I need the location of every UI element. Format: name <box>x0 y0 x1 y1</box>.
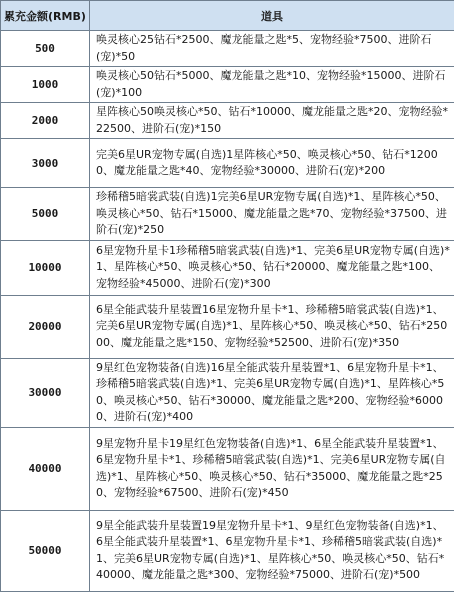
items-cell: 珍稀稽5暗裳武装(自选)1完美6星UR宠物专属(自选)*1、星阵核心*50、唤灵核心*50、钻石*15000、魔龙能量之匙*70、宠物经验*37500、进阶石(宠)*250 <box>90 188 454 241</box>
items-cell: 完美6星UR宠物专属(自选)1星阵核心*50、唤灵核心*50、钻石*12000、魔龙能量之匙*40、宠物经验*30000、进阶石(宠)*200 <box>90 139 454 188</box>
table-row <box>1 358 454 427</box>
items-cell: 星阵核心50唤灵核心*50、钻石*10000、魔龙能量之匙*20、宠物经验*22500、进阶石(宠)*150 <box>90 103 454 139</box>
items-cell: 9星宠物升星卡19星红色宠物装备(自选)*1、6星全能武装升星装置*1、6星宠物升星卡*1、珍稀稽5暗裳武装(自选)*1、完美6星UR宠物专属(自选)*1、星阵核心*50、唤灵核心*50、钻石*35000、魔龙能量之匙*250、宠物经验*67500、进阶石(宠)*450 <box>90 427 454 510</box>
table-header-row <box>1 1 454 31</box>
amount-cell: 500 <box>1 31 90 67</box>
header-items: 道具 <box>90 1 454 31</box>
table-row <box>1 427 454 510</box>
amount-cell: 50000 <box>1 510 90 591</box>
amount-cell: 20000 <box>1 295 90 358</box>
amount-cell: 1000 <box>1 67 90 103</box>
amount-cell: 3000 <box>1 139 90 188</box>
table-row <box>1 103 454 139</box>
amount-cell: 30000 <box>1 358 90 427</box>
table-row <box>1 67 454 103</box>
table-row <box>1 240 454 295</box>
table-row <box>1 31 454 67</box>
header-amount: 累充金额(RMB) <box>1 1 90 31</box>
items-cell: 9星全能武装升星装置19星宠物升星卡*1、9星红色宠物装备(自选)*1、6星全能武装升星装置*1、6星宠物升星卡*1、珍稀稽5暗裳武装(自选)*1、完美6星UR宠物专属(自选)*1、星阵核心*50、唤灵核心*50、钻石*40000、魔龙能量之匙*300、宠物经验*75000、进阶石(宠)*500 <box>90 510 454 591</box>
items-cell: 9星红色宠物装备(自选)16星全能武装升星装置*1、6星宠物升星卡*1、珍稀稽5暗裳武装(自选)*1、完美6星UR宠物专属(自选)*1、星阵核心*50、唤灵核心*50、钻石*30000、魔龙能量之匙*200、宠物经验*60000、进阶石(宠)*400 <box>90 358 454 427</box>
table-row <box>1 188 454 241</box>
amount-cell: 10000 <box>1 240 90 295</box>
table-row <box>1 139 454 188</box>
amount-cell: 5000 <box>1 188 90 241</box>
items-cell: 唤灵核心50钻石*5000、魔龙能量之匙*10、宠物经验*15000、进阶石(宠)*100 <box>90 67 454 103</box>
amount-cell: 2000 <box>1 103 90 139</box>
table-row <box>1 510 454 591</box>
items-cell: 6星宠物升星卡1珍稀稽5暗裳武装(自选)*1、完美6星UR宠物专属(自选)*1、星阵核心*50、唤灵核心*50、钻石*20000、魔龙能量之匙*100、宠物经验*45000、进阶石(宠)*300 <box>90 240 454 295</box>
amount-cell: 40000 <box>1 427 90 510</box>
items-cell: 唤灵核心25钻石*2500、魔龙能量之匙*5、宠物经验*7500、进阶石(宠)*50 <box>90 31 454 67</box>
items-cell: 6星全能武装升星装置16星宠物升星卡*1、珍稀稽5暗裳武装(自选)*1、完美6星UR宠物专属(自选)*1、星阵核心*50、唤灵核心*50、钻石*25000、魔龙能量之匙*150、宠物经验*52500、进阶石(宠)*350 <box>90 295 454 358</box>
table-row <box>1 295 454 358</box>
